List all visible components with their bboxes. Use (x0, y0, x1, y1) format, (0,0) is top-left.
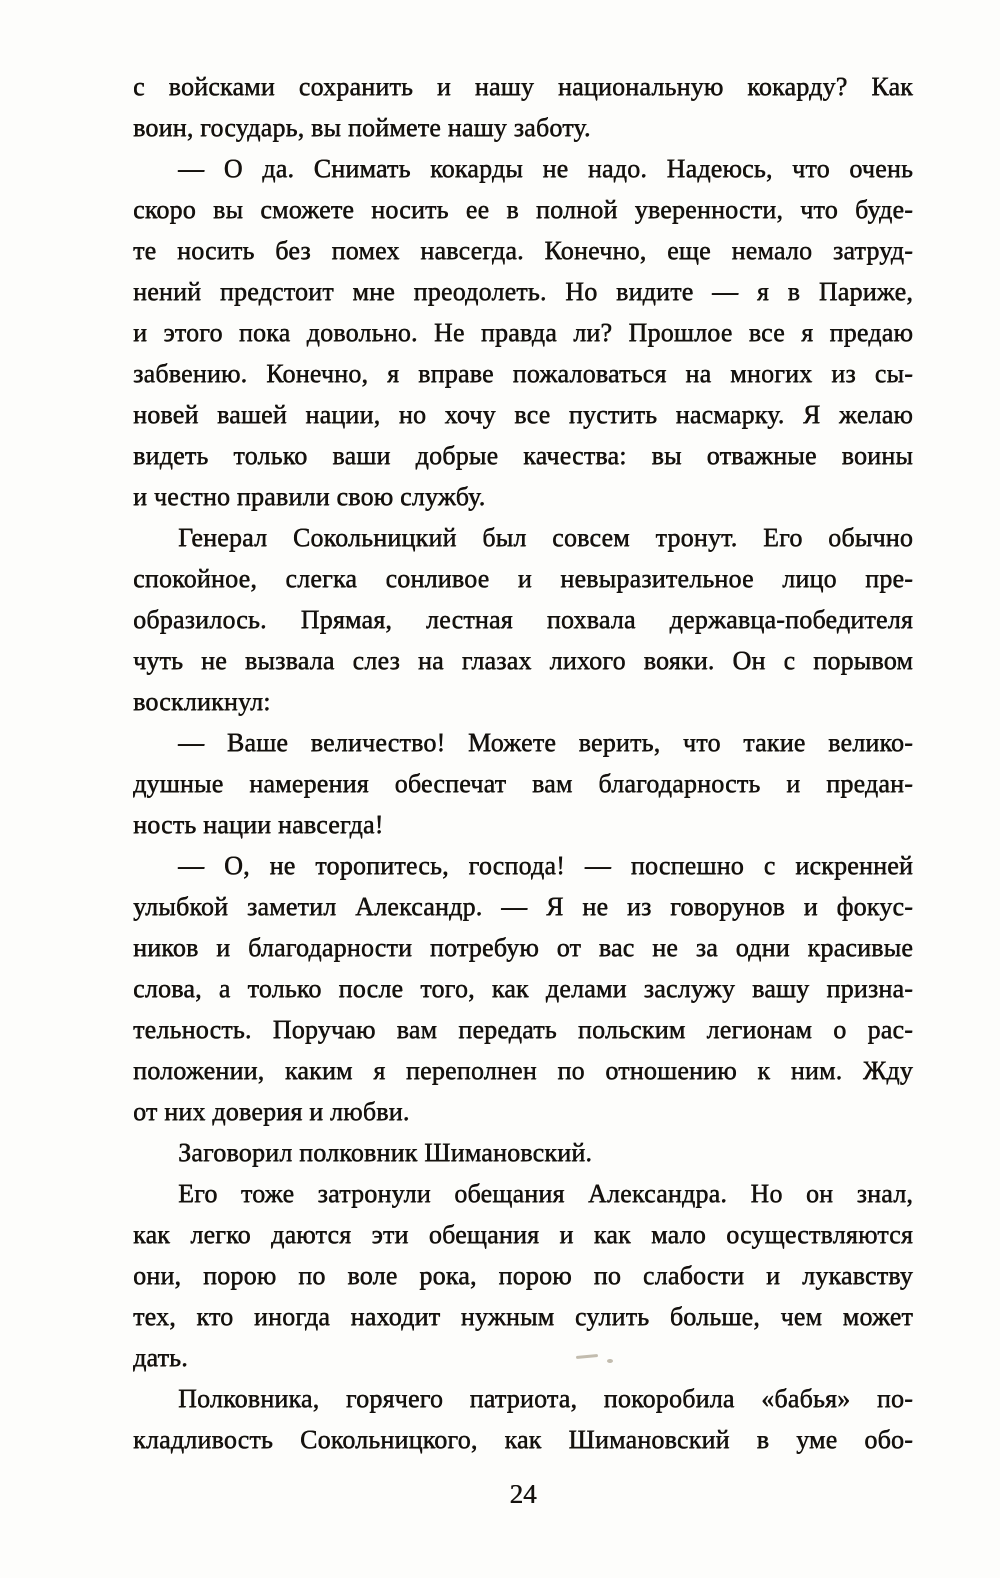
text-line: и честно правили свою службу. (133, 482, 486, 511)
text-line: Его тоже затронули обещания Александра. Но он знал, (178, 1179, 913, 1208)
text-line: видеть только ваши добрые качества: вы отважные воины (133, 441, 913, 470)
text-line: улыбкой заметил Александр. — Я не из говорунов и фокус- (133, 892, 913, 921)
page-text (133, 66, 913, 1460)
text-line: образилось. Прямая, лестная похвала державца-победителя (133, 605, 913, 634)
text-line: тельность. Поручаю вам передать польским легионам о рас- (133, 1015, 913, 1044)
text-line: забвению. Конечно, я вправе пожаловаться на многих из сы- (133, 359, 913, 388)
text-line: Заговорил полковник Шимановский. (178, 1138, 593, 1167)
text-line: — О, не торопитесь, господа! — поспешно с искренней (178, 851, 913, 880)
page-number: 24 (509, 1479, 537, 1509)
text-line: новей вашей нации, но хочу все пустить насмарку. Я желаю (133, 400, 913, 429)
text-line: слова, а только после того, как делами заслужу вашу призна- (133, 974, 913, 1003)
text-line: дать. (133, 1343, 188, 1372)
text-line: они, порою по воле рока, порою по слабости и лукавству (133, 1261, 913, 1290)
text-line: ность нации навсегда! (133, 810, 384, 839)
text-line: как легко даются эти обещания и как мало осуществляются (133, 1220, 913, 1249)
text-line: воскликнул: (133, 687, 271, 716)
text-line: — О да. Снимать кокарды не надо. Надеюсь, что очень (178, 154, 913, 183)
text-line: тех, кто иногда находит нужным сулить больше, чем может (133, 1302, 913, 1331)
text-line: воин, государь, вы поймете нашу заботу. (133, 113, 591, 142)
text-line: Полковника, горячего патриота, покоробила «бабья» по- (178, 1384, 913, 1413)
text-line: чуть не вызвала слез на глазах лихого вояки. Он с порывом (133, 646, 913, 675)
text-line: от них доверия и любви. (133, 1097, 410, 1126)
text-line: и этого пока довольно. Не правда ли? Прошлое все я предаю (133, 318, 913, 347)
text-line: — Ваше величество! Можете верить, что такие велико- (178, 728, 913, 757)
text-line: с войсками сохранить и нашу национальную кокарду? Как (133, 72, 913, 101)
text-line: спокойное, слегка сонливое и невыразительное лицо пре- (133, 564, 913, 593)
text-line: положении, каким я переполнен по отношению к ним. Жду (133, 1056, 913, 1085)
text-line: Генерал Сокольницкий был совсем тронут. Его обычно (178, 523, 913, 552)
text-line: те носить без помех навсегда. Конечно, еще немало затруд- (133, 236, 913, 265)
scan-speck (607, 1359, 613, 1363)
text-line: ников и благодарности потребую от вас не за одни красивые (133, 933, 913, 962)
text-line: душные намерения обеспечат вам благодарность и предан- (133, 769, 913, 798)
text-line: кладливость Сокольницкого, как Шимановский в уме обо- (133, 1425, 913, 1454)
text-line: нений предстоит мне преодолеть. Но видите — я в Париже, (133, 277, 913, 306)
text-line: скоро вы сможете носить ее в полной уверенности, что буде- (133, 195, 913, 224)
